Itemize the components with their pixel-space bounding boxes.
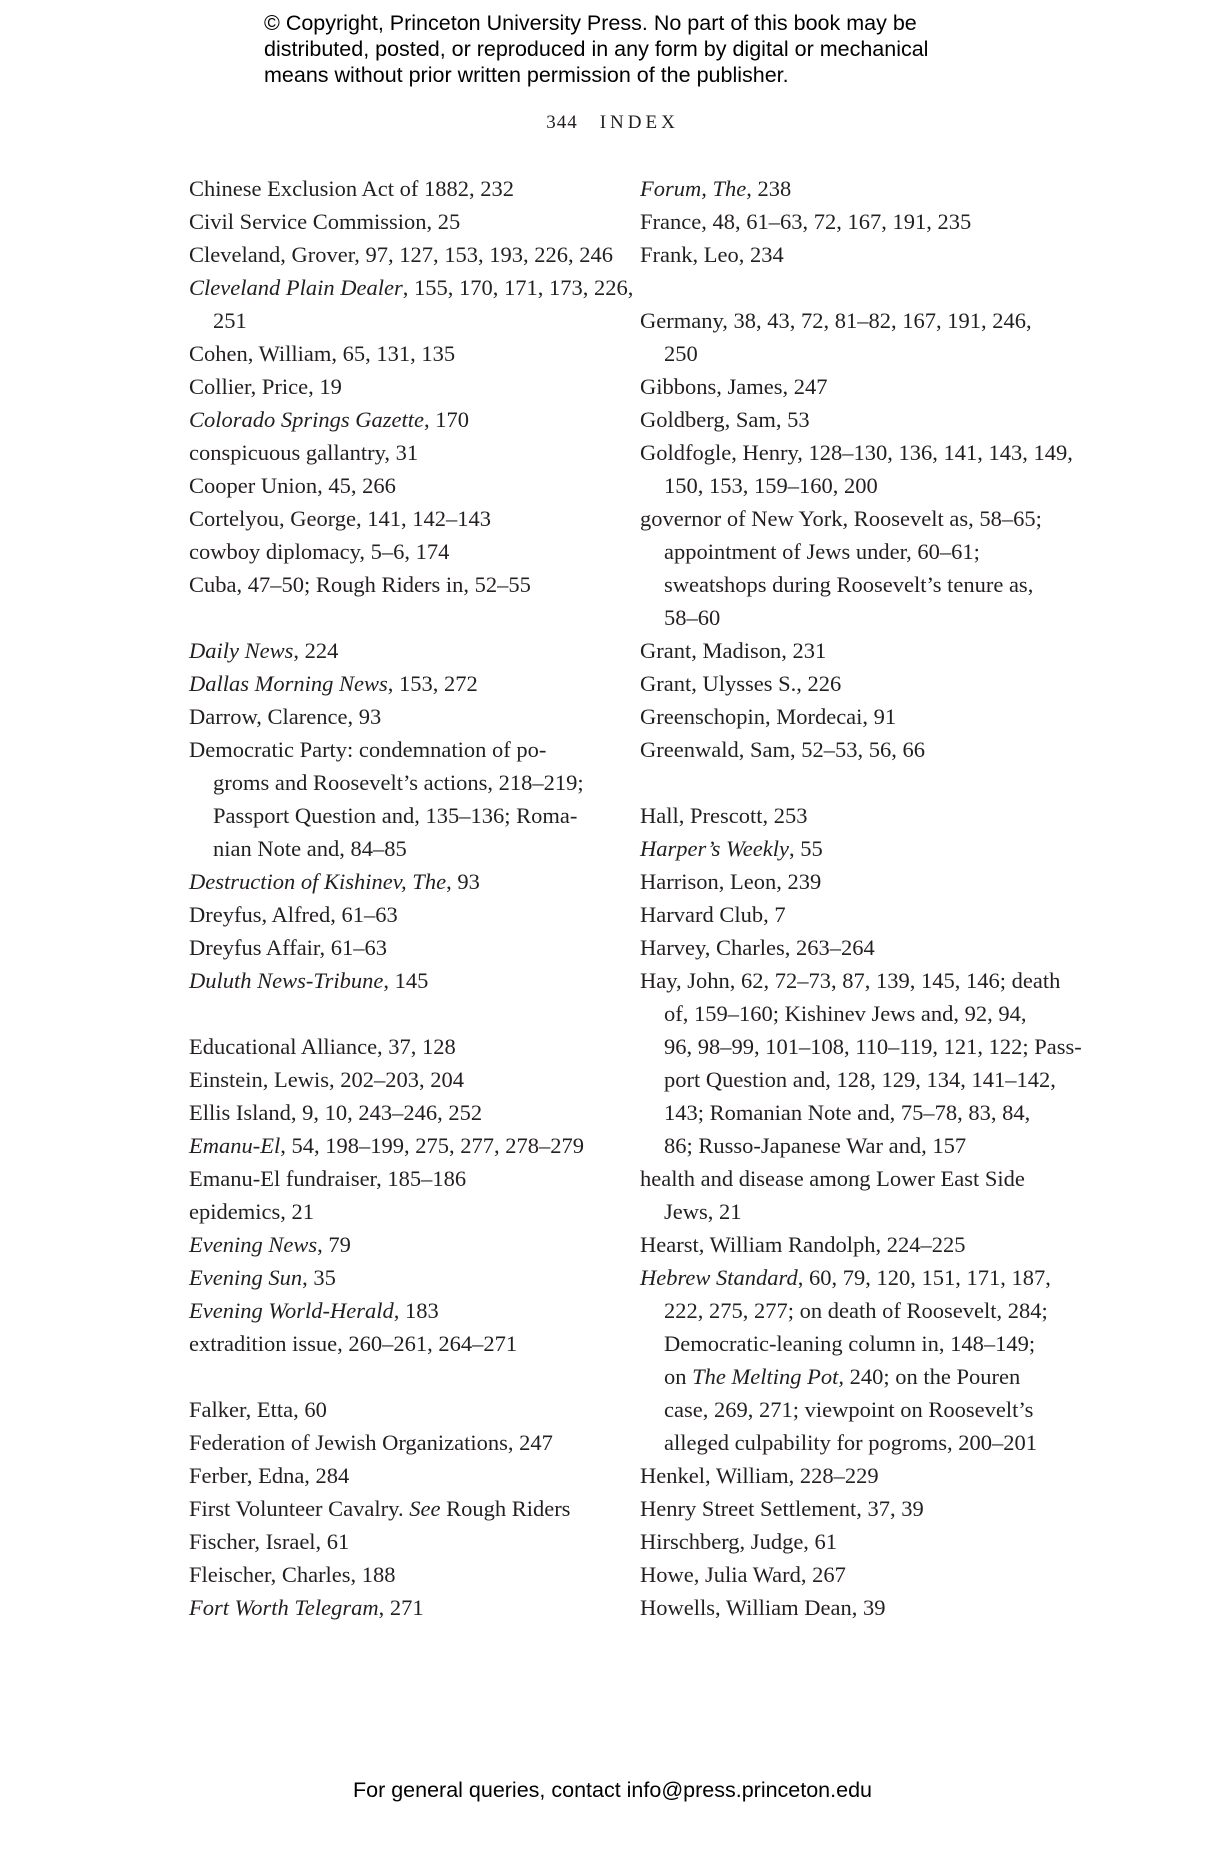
index-entry bbox=[640, 403, 1060, 436]
index-entry-line bbox=[189, 865, 609, 898]
entry-text: Cooper Union, 45, 266 bbox=[189, 473, 396, 498]
index-entry bbox=[640, 931, 1060, 964]
index-entry-line bbox=[640, 370, 1060, 403]
index-entry bbox=[189, 1525, 609, 1558]
index-entry-line bbox=[640, 238, 1060, 271]
page-number: 344 bbox=[546, 112, 578, 133]
entry-text: Chinese Exclusion Act of 1882, 232 bbox=[189, 176, 514, 201]
entry-text: Hall, Prescott, 253 bbox=[640, 803, 808, 828]
index-entry bbox=[189, 700, 609, 733]
entry-text: Jews, 21 bbox=[664, 1199, 742, 1224]
index-column-left bbox=[189, 172, 634, 1624]
entry-text: , 153, 272 bbox=[387, 671, 478, 696]
index-entry bbox=[640, 964, 1082, 1162]
entry-text: , 35 bbox=[302, 1265, 336, 1290]
index-entry bbox=[189, 469, 609, 502]
index-entry bbox=[640, 865, 1060, 898]
index-entry-line bbox=[189, 733, 609, 766]
entry-text: Democratic Party: condemnation of po- bbox=[189, 737, 547, 762]
entry-text: Grant, Ulysses S., 226 bbox=[640, 671, 842, 696]
entry-text: alleged culpability for pogroms, 200–201 bbox=[664, 1430, 1038, 1455]
entry-text: of, 159–160; Kishinev Jews and, 92, 94, bbox=[664, 1001, 1027, 1026]
entry-text: Dreyfus, Alfred, 61–63 bbox=[189, 902, 398, 927]
index-entry bbox=[189, 1129, 609, 1162]
index-entry bbox=[640, 832, 1060, 865]
index-entry-line bbox=[640, 1459, 1060, 1492]
index-entry-line bbox=[640, 832, 1060, 865]
index-entry-line bbox=[189, 1426, 609, 1459]
entry-text: 58–60 bbox=[664, 605, 721, 630]
index-entry-line bbox=[189, 1558, 609, 1591]
entry-text: Howe, Julia Ward, 267 bbox=[640, 1562, 846, 1587]
entry-text: Harrison, Leon, 239 bbox=[640, 869, 822, 894]
index-entry bbox=[640, 436, 1073, 502]
entry-text: Darrow, Clarence, 93 bbox=[189, 704, 382, 729]
italic-title: Daily News bbox=[189, 638, 294, 663]
index-entry-continuation bbox=[189, 304, 609, 337]
entry-text: governor of New York, Roosevelt as, 58–65; bbox=[640, 506, 1042, 531]
index-entry bbox=[640, 1591, 1060, 1624]
index-entry-line bbox=[640, 931, 1060, 964]
index-entry-line bbox=[189, 700, 609, 733]
entry-text: Greenschopin, Mordecai, 91 bbox=[640, 704, 897, 729]
entry-text: case, 269, 271; viewpoint on Roosevelt’s bbox=[664, 1397, 1034, 1422]
index-entry-continuation bbox=[640, 568, 1060, 601]
index-entry bbox=[189, 865, 609, 898]
entry-text: port Question and, 128, 129, 134, 141–142, bbox=[664, 1067, 1056, 1092]
index-entry-line bbox=[189, 898, 609, 931]
index-entry-continuation bbox=[640, 1096, 1060, 1129]
index-entry bbox=[189, 535, 609, 568]
index-entry-continuation bbox=[640, 1327, 1060, 1360]
entry-text: Emanu-El fundraiser, 185–186 bbox=[189, 1166, 467, 1191]
entry-text: Greenwald, Sam, 52–53, 56, 66 bbox=[640, 737, 925, 762]
index-entry-line bbox=[189, 1327, 609, 1360]
index-entry bbox=[189, 1459, 609, 1492]
footer-contact: For general queries, contact info@press.princeton.edu bbox=[352, 1778, 872, 1802]
index-entry-line bbox=[189, 535, 609, 568]
index-entry-line bbox=[189, 205, 609, 238]
index-entry-continuation bbox=[640, 1129, 1060, 1162]
entry-text: , 271 bbox=[378, 1595, 424, 1620]
italic-title: Dallas Morning News bbox=[189, 671, 388, 696]
index-entry bbox=[189, 1393, 609, 1426]
italic-title: Duluth News-Tribune bbox=[189, 968, 384, 993]
index-entry-line bbox=[189, 1162, 609, 1195]
letter-group-gap bbox=[640, 766, 1060, 799]
index-entry bbox=[189, 568, 609, 601]
entry-text: Germany, 38, 43, 72, 81–82, 167, 191, 246, bbox=[640, 308, 1032, 333]
entry-text: Hirschberg, Judge, 61 bbox=[640, 1529, 838, 1554]
index-entry-line bbox=[189, 568, 609, 601]
index-entry-line bbox=[640, 1492, 1060, 1525]
entry-text: 143; Romanian Note and, 75–78, 83, 84, bbox=[664, 1100, 1031, 1125]
copyright-line: © Copyright, Princeton University Press. No part of this book may be bbox=[264, 11, 917, 35]
index-entry-continuation bbox=[640, 1360, 1060, 1393]
index-entry-line bbox=[189, 1129, 609, 1162]
copyright-line: distributed, posted, or reproduced in any form by digital or mechanical bbox=[264, 37, 929, 61]
copyright-line: means without prior written permission of the publisher. bbox=[264, 63, 789, 87]
index-entry-line bbox=[189, 271, 634, 304]
entry-text: Einstein, Lewis, 202–203, 204 bbox=[189, 1067, 464, 1092]
entry-text: health and disease among Lower East Side bbox=[640, 1166, 1025, 1191]
index-entry bbox=[640, 1492, 1060, 1525]
index-entry-line bbox=[640, 1591, 1060, 1624]
entry-text: cowboy diplomacy, 5–6, 174 bbox=[189, 539, 450, 564]
index-entry bbox=[640, 799, 1060, 832]
entry-text: , 224 bbox=[293, 638, 339, 663]
running-title: INDEX bbox=[599, 112, 679, 133]
entry-text: Henkel, William, 228–229 bbox=[640, 1463, 879, 1488]
index-entry bbox=[189, 931, 609, 964]
index-entry-continuation bbox=[640, 1294, 1060, 1327]
entry-text: Grant, Madison, 231 bbox=[640, 638, 827, 663]
index-entry bbox=[640, 898, 1060, 931]
index-entry bbox=[189, 667, 609, 700]
index-entry bbox=[189, 370, 609, 403]
index-entry bbox=[640, 1228, 1060, 1261]
index-entry-line bbox=[189, 238, 614, 271]
index-entry-line bbox=[640, 1261, 1060, 1294]
entry-text: conspicuous gallantry, 31 bbox=[189, 440, 419, 465]
entry-text: Ferber, Edna, 284 bbox=[189, 1463, 350, 1488]
index-entry-continuation bbox=[640, 1195, 1060, 1228]
index-entry bbox=[640, 205, 1060, 238]
entry-text: Passport Question and, 135–136; Roma- bbox=[213, 803, 578, 828]
index-entry bbox=[640, 238, 1060, 271]
index-entry-line bbox=[189, 1228, 609, 1261]
entry-text: 251 bbox=[213, 308, 247, 333]
italic-title: Evening News bbox=[189, 1232, 318, 1257]
entry-text: on bbox=[664, 1364, 693, 1389]
entry-text: , 238 bbox=[746, 176, 792, 201]
running-head bbox=[0, 112, 1225, 134]
entry-text: , 79 bbox=[317, 1232, 351, 1257]
index-entry bbox=[189, 1327, 609, 1360]
index-entry bbox=[640, 634, 1060, 667]
index-entry bbox=[640, 1558, 1060, 1591]
index-entry-line bbox=[189, 502, 609, 535]
index-entry bbox=[189, 1426, 609, 1459]
entry-text: 250 bbox=[664, 341, 698, 366]
index-entry-line bbox=[640, 436, 1073, 469]
index-entry-continuation bbox=[640, 997, 1060, 1030]
entry-text: , 60, 79, 120, 151, 171, 187, bbox=[797, 1265, 1051, 1290]
entry-text: epidemics, 21 bbox=[189, 1199, 314, 1224]
copyright-notice bbox=[264, 10, 984, 88]
index-entry-line bbox=[640, 1228, 1060, 1261]
index-entry bbox=[640, 172, 1060, 205]
entry-text: Gibbons, James, 247 bbox=[640, 374, 828, 399]
index-entry-continuation bbox=[640, 1063, 1060, 1096]
index-entry-line bbox=[640, 799, 1060, 832]
italic-title: Destruction of Kishinev, The bbox=[189, 869, 447, 894]
index-entry-line bbox=[189, 1030, 609, 1063]
italic-title: Colorado Springs Gazette bbox=[189, 407, 425, 432]
index-entry bbox=[640, 1261, 1060, 1459]
index-column-right bbox=[640, 172, 1082, 1624]
index-entry-continuation bbox=[640, 601, 1060, 634]
index-entry-line bbox=[640, 172, 1060, 205]
index-entry-line bbox=[189, 436, 609, 469]
index-entry-line bbox=[189, 1492, 609, 1525]
index-entry bbox=[640, 1459, 1060, 1492]
entry-text: Federation of Jewish Organizations, 247 bbox=[189, 1430, 553, 1455]
index-entry bbox=[189, 634, 609, 667]
entry-text: Harvey, Charles, 263–264 bbox=[640, 935, 875, 960]
index-entry-continuation bbox=[640, 535, 1060, 568]
index-entry-continuation bbox=[640, 337, 1060, 370]
entry-text: First Volunteer Cavalry. bbox=[189, 1496, 410, 1521]
italic-title: Emanu-El bbox=[189, 1133, 281, 1158]
index-entry-line bbox=[640, 865, 1060, 898]
index-entry-line bbox=[189, 1525, 609, 1558]
index-entry-continuation bbox=[640, 1393, 1060, 1426]
index-entry-line bbox=[189, 1393, 609, 1426]
index-entry-line bbox=[189, 1096, 609, 1129]
index-entry-line bbox=[640, 205, 1060, 238]
italic-title: Fort Worth Telegram bbox=[189, 1595, 379, 1620]
entry-text: Howells, William Dean, 39 bbox=[640, 1595, 886, 1620]
entry-text: Rough Riders bbox=[440, 1496, 571, 1521]
entry-text: , 145 bbox=[383, 968, 429, 993]
index-entry bbox=[189, 964, 609, 997]
index-entry bbox=[189, 403, 609, 436]
index-entry-continuation bbox=[640, 469, 1060, 502]
entry-text: Cortelyou, George, 141, 142–143 bbox=[189, 506, 492, 531]
index-entry bbox=[189, 337, 609, 370]
index-entry-continuation bbox=[640, 1426, 1060, 1459]
entry-text: nian Note and, 84–85 bbox=[213, 836, 407, 861]
index-entry-line bbox=[640, 667, 1060, 700]
entry-text: Hay, John, 62, 72–73, 87, 139, 145, 146; death bbox=[640, 968, 1061, 993]
entry-text: groms and Roosevelt’s actions, 218–219; bbox=[213, 770, 584, 795]
index-entry bbox=[640, 700, 1060, 733]
letter-group-gap bbox=[189, 601, 609, 634]
index-entry-line bbox=[640, 700, 1060, 733]
entry-text: , 54, 198–199, 275, 277, 278–279 bbox=[280, 1133, 584, 1158]
index-entry-line bbox=[189, 403, 609, 436]
entry-text: Fischer, Israel, 61 bbox=[189, 1529, 350, 1554]
letter-group-gap bbox=[189, 997, 609, 1030]
entry-text: Goldfogle, Henry, 128–130, 136, 141, 143, 149, bbox=[640, 440, 1073, 465]
index-entry bbox=[640, 733, 1060, 766]
letter-group-gap bbox=[189, 1360, 609, 1393]
index-entry bbox=[189, 436, 609, 469]
entry-text: Cohen, William, 65, 131, 135 bbox=[189, 341, 456, 366]
index-entry bbox=[189, 502, 609, 535]
index-entry bbox=[189, 1096, 609, 1129]
index-entry-line bbox=[640, 304, 1060, 337]
italic-title: Hebrew Standard bbox=[640, 1265, 798, 1290]
entry-text: Ellis Island, 9, 10, 243–246, 252 bbox=[189, 1100, 483, 1125]
index-entry bbox=[189, 271, 634, 337]
entry-text: Fleischer, Charles, 188 bbox=[189, 1562, 396, 1587]
index-entry bbox=[640, 1162, 1060, 1228]
index-entry bbox=[189, 1162, 609, 1195]
entry-text: , 93 bbox=[446, 869, 480, 894]
entry-text: 240; on the Pouren bbox=[843, 1364, 1021, 1389]
index-entry-line bbox=[189, 172, 609, 205]
index-entry bbox=[640, 304, 1060, 370]
italic-title: The Melting Pot, bbox=[692, 1364, 844, 1389]
index-entry-line bbox=[640, 1525, 1060, 1558]
index-entry-line bbox=[640, 1558, 1060, 1591]
entry-text: Hearst, William Randolph, 224–225 bbox=[640, 1232, 966, 1257]
entry-text: Falker, Etta, 60 bbox=[189, 1397, 327, 1422]
index-entry-line bbox=[189, 370, 609, 403]
index-entry bbox=[189, 898, 609, 931]
index-entry-line bbox=[189, 1294, 609, 1327]
entry-text: Harvard Club, 7 bbox=[640, 902, 786, 927]
index-entry bbox=[189, 1063, 609, 1096]
index-entry bbox=[189, 733, 609, 865]
entry-text: Cleveland, Grover, 97, 127, 153, 193, 226, 246 bbox=[189, 242, 614, 267]
index-entry bbox=[189, 1558, 609, 1591]
index-entry-line bbox=[189, 469, 609, 502]
entry-text: Collier, Price, 19 bbox=[189, 374, 342, 399]
entry-text: Dreyfus Affair, 61–63 bbox=[189, 935, 388, 960]
entry-text: Cuba, 47–50; Rough Riders in, 52–55 bbox=[189, 572, 531, 597]
index-entry-line bbox=[189, 337, 609, 370]
entry-text: 96, 98–99, 101–108, 110–119, 121, 122; Pass- bbox=[664, 1034, 1082, 1059]
entry-text: , 170 bbox=[424, 407, 470, 432]
entry-text: Goldberg, Sam, 53 bbox=[640, 407, 810, 432]
entry-text: , 155, 170, 171, 173, 226, bbox=[402, 275, 634, 300]
index-entry bbox=[640, 667, 1060, 700]
italic-title: Cleveland Plain Dealer bbox=[189, 275, 403, 300]
italic-title: Evening Sun bbox=[189, 1265, 303, 1290]
index-entry-line bbox=[640, 634, 1060, 667]
entry-text: 86; Russo-Japanese War and, 157 bbox=[664, 1133, 967, 1158]
entry-text: sweatshops during Roosevelt’s tenure as, bbox=[664, 572, 1034, 597]
entry-text: appointment of Jews under, 60–61; bbox=[664, 539, 980, 564]
index-entry bbox=[189, 1492, 609, 1525]
index-entry-continuation bbox=[189, 799, 609, 832]
entry-text: extradition issue, 260–261, 264–271 bbox=[189, 1331, 518, 1356]
italic-title: Forum, The bbox=[640, 176, 747, 201]
index-entry-continuation bbox=[640, 1030, 1082, 1063]
entry-text: France, 48, 61–63, 72, 167, 191, 235 bbox=[640, 209, 972, 234]
index-entry bbox=[189, 1261, 609, 1294]
entry-text: Educational Alliance, 37, 128 bbox=[189, 1034, 456, 1059]
index-entry bbox=[640, 370, 1060, 403]
index-entry-line bbox=[640, 403, 1060, 436]
index-entry-line bbox=[189, 667, 609, 700]
entry-text: Henry Street Settlement, 37, 39 bbox=[640, 1496, 924, 1521]
index-entry bbox=[640, 1525, 1060, 1558]
index-entry bbox=[189, 1195, 609, 1228]
index-entry-line bbox=[189, 1261, 609, 1294]
index-entry bbox=[189, 1591, 609, 1624]
italic-title: Evening World-Herald bbox=[189, 1298, 394, 1323]
index-entry-line bbox=[189, 634, 609, 667]
index-entry-line bbox=[189, 1063, 609, 1096]
index-entry-continuation bbox=[189, 766, 609, 799]
index-entry bbox=[189, 1228, 609, 1261]
letter-group-gap bbox=[640, 271, 1060, 304]
index-entry-line bbox=[189, 1195, 609, 1228]
entry-text: , 183 bbox=[393, 1298, 439, 1323]
index-entry-line bbox=[640, 1162, 1060, 1195]
index-entry bbox=[189, 1030, 609, 1063]
index-entry-line bbox=[189, 931, 609, 964]
entry-text: Civil Service Commission, 25 bbox=[189, 209, 461, 234]
entry-text: 150, 153, 159–160, 200 bbox=[664, 473, 878, 498]
index-entry-continuation bbox=[189, 832, 609, 865]
index-entry-line bbox=[640, 964, 1060, 997]
entry-text: 222, 275, 277; on death of Roosevelt, 284; bbox=[664, 1298, 1048, 1323]
index-entry bbox=[189, 172, 609, 205]
index-entry bbox=[189, 205, 609, 238]
index-entry bbox=[189, 238, 614, 271]
index-entry-line bbox=[189, 964, 609, 997]
index-entry-line bbox=[189, 1459, 609, 1492]
index-entry-line bbox=[640, 733, 1060, 766]
entry-text: Frank, Leo, 234 bbox=[640, 242, 784, 267]
entry-text: Democratic-leaning column in, 148–149; bbox=[664, 1331, 1036, 1356]
italic-title: See bbox=[409, 1496, 441, 1521]
index-entry bbox=[640, 502, 1060, 634]
entry-text: , 55 bbox=[788, 836, 823, 861]
index-entry-line bbox=[640, 502, 1060, 535]
index-entry bbox=[189, 1294, 609, 1327]
italic-title: Harper’s Weekly bbox=[640, 836, 789, 861]
index-entry-line bbox=[189, 1591, 609, 1624]
index-entry-line bbox=[640, 898, 1060, 931]
